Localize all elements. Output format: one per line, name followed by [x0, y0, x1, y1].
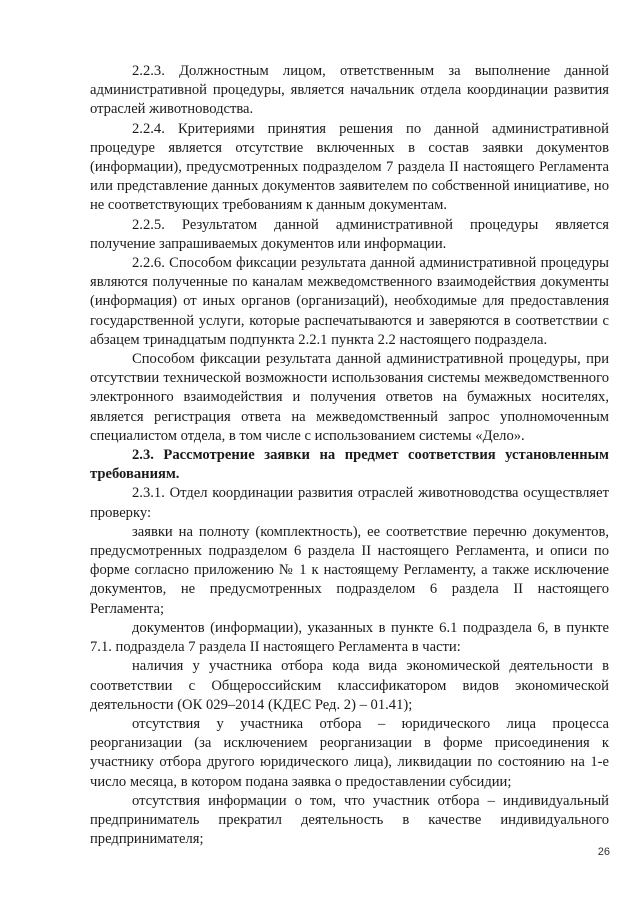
page-number: 26	[597, 846, 610, 858]
paragraph-documents-check: документов (информации), указанных в пункте 6.1 подраздела 6, в пункте 7.1. подраздела 7 раздела II настоящего Регламента в части:	[90, 619, 609, 656]
paragraph-fixation-method: Способом фиксации результата данной административной процедуры, при отсутствии технической возможности использования системы межведомственного электронного взаимодействия и получения ответов на бумажных носителях, является регистрация ответа на межведомственный запрос уполномоченным специалистом отдела, в том числе с использованием системы «Дело».	[90, 351, 609, 444]
section-heading-2-3: 2.3. Рассмотрение заявки на предмет соответствия установленным требованиям.	[90, 447, 609, 483]
paragraph-reorganization: отсутствия у участника отбора – юридического лица процесса реорганизации (за исключением реорганизации в форме присоединения к участнику отбора другого юридического лица), ликвидации по состоянию на 1-е число месяца, в котором подана заявка о предоставлении субсидии;	[90, 715, 609, 790]
paragraph-application-check: заявки на полноту (комплектность), ее соответствие перечню документов, предусмотренных подразделом 6 раздела II настоящего Регламента, и описи по форме согласно приложению № 1 к настоящему Регламенту, а также исключение документов, не предусмотренных подразделом 6 раздела II настоящего Регламента;	[90, 523, 609, 617]
paragraph-2-2-5: 2.2.5. Результатом данной административной процедуры является получение запрашиваемых документов или информации.	[90, 216, 609, 252]
paragraph-2-2-4: 2.2.4. Критериями принятия решения по данной административной процедуре является отсутствие включенных в состав заявки документов (информации), предусмотренных подразделом 7 раздела II настоящего Регламента или представление данных документов заявителем по собственной инициативе, но не соответствующих требованиям к данным документам.	[90, 120, 609, 214]
paragraph-activity-code: наличия у участника отбора кода вида экономической деятельности в соответствии с Общероссийским классификатором видов экономической деятельности (ОК 029–2014 (КДЕС Ред. 2) – 01.41);	[90, 658, 609, 713]
page-body	[90, 62, 609, 849]
paragraph-2-2-3: 2.2.3. Должностным лицом, ответственным за выполнение данной административной процедуры, является начальник отдела координации развития отраслей животноводства.	[90, 63, 609, 118]
paragraph-entrepreneur: отсутствия информации о том, что участник отбора – индивидуальный предприниматель прекратил деятельность в качестве индивидуального предпринимателя;	[90, 792, 609, 848]
paragraph-2-3-1: 2.3.1. Отдел координации развития отраслей животноводства осуществляет проверку:	[90, 485, 609, 521]
paragraph-2-2-6: 2.2.6. Способом фиксации результата данной административной процедуры являются полученные по каналам межведомственного взаимодействия документы (информация) от иных органов (организаций), необходимые для предоставления государственной услуги, которые распечатываются и заверяются в соответствии с абзацем тринадцатым подпункта 2.2.1 пункта 2.2 настоящего подраздела.	[90, 255, 609, 348]
